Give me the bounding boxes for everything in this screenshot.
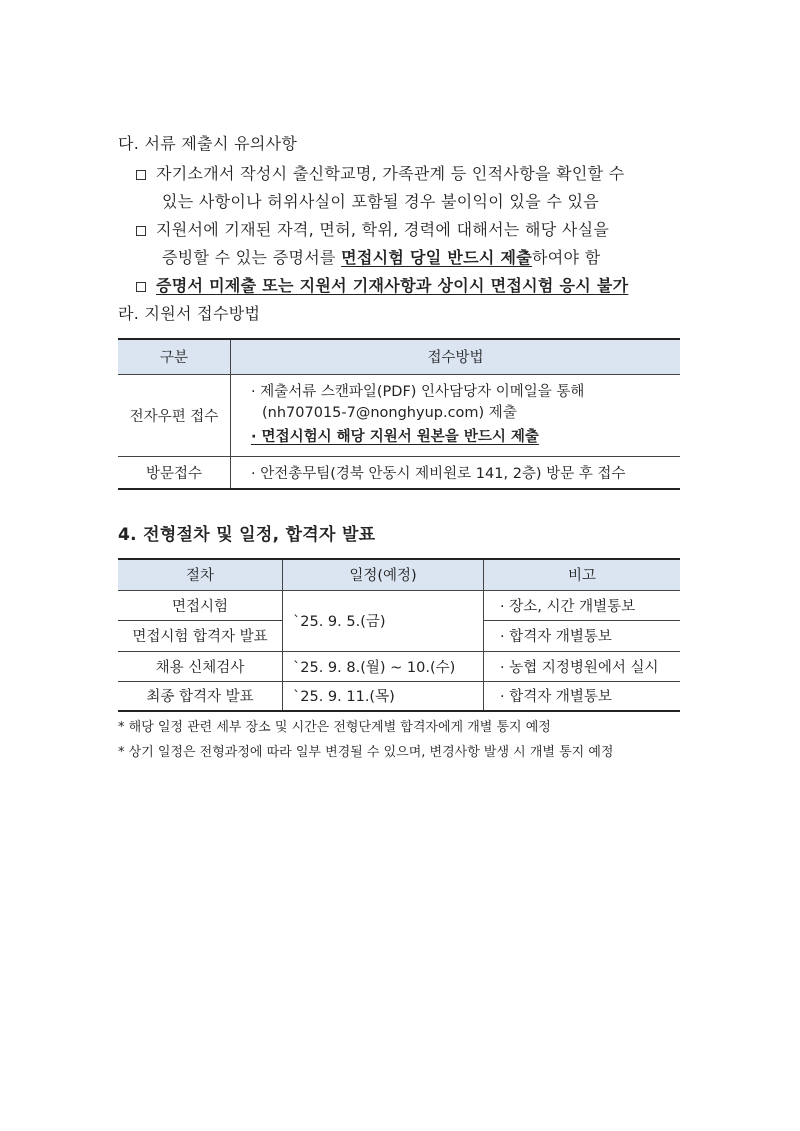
table-header-date: 일정(예정) <box>283 559 484 590</box>
table-row-final-step: 최종 합격자 발표 <box>118 681 283 711</box>
footnote-2: * 상기 일정은 전형과정에 따라 일부 변경될 수 있으며, 변경사항 발생 시 개별 통지 예정 <box>118 745 614 760</box>
section-4-title: 4. 전형절차 및 일정, 합격자 발표 <box>118 525 376 545</box>
table-header-category: 구분 <box>118 339 231 374</box>
table-row-interview-step: 면접시험 <box>118 590 283 620</box>
checkbox-square-icon <box>136 226 146 236</box>
table-row-interview-date: `25. 9. 5.(금) <box>283 590 484 651</box>
schedule-table <box>118 558 680 712</box>
checkbox-square-icon <box>136 282 146 292</box>
section-da-title: 다. 서류 제출시 유의사항 <box>118 134 298 153</box>
checklist-item-1-cont: 있는 사항이나 허위사실이 포함될 경우 불이익이 있을 수 있음 <box>162 192 599 211</box>
table-row-medical-step: 채용 신체검사 <box>118 651 283 681</box>
emphasis-text: 면접시험 당일 반드시 제출 <box>341 248 533 267</box>
table-cell-visit-method: · 안전총무팀(경북 안동시 제비원로 141, 2층) 방문 후 접수 <box>231 456 681 489</box>
table-header-method: 접수방법 <box>231 339 681 374</box>
table-cell-email-label: 전자우편 접수 <box>118 374 231 456</box>
table-header-remark: 비고 <box>484 559 681 590</box>
table-row-interview-result-note: · 합격자 개별통보 <box>484 620 681 651</box>
checklist-item-3: 증명서 미제출 또는 지원서 기재사항과 상이시 면접시험 응시 불가 <box>136 275 628 297</box>
checklist-item-2: 지원서에 기재된 자격, 면허, 학위, 경력에 대해서는 해당 사실을 <box>136 219 609 241</box>
table-cell-email-method: · 제출서류 스캔파일(PDF) 인사담당자 이메일을 통해 (nh707015-7@nonghyup.com) 제출 · 면접시험시 해당 지원서 원본을 반드시 제출 <box>231 374 681 456</box>
table-header-step: 절차 <box>118 559 283 590</box>
table-row-final-date: `25. 9. 11.(목) <box>283 681 484 711</box>
checklist-item-1: 자기소개서 작성시 출신학교명, 가족관계 등 인적사항을 확인할 수 <box>136 163 625 185</box>
table-row-final-note: · 합격자 개별통보 <box>484 681 681 711</box>
table-row-interview-note: · 장소, 시간 개별통보 <box>484 590 681 620</box>
table-cell-visit-label: 방문접수 <box>118 456 231 489</box>
checklist-item-2-cont: 증빙할 수 있는 증명서를 면접시험 당일 반드시 제출하여야 함 <box>162 248 601 267</box>
footnote-1: * 해당 일정 관련 세부 장소 및 시간은 전형단계별 합격자에게 개별 통지 예정 <box>118 720 551 735</box>
table-row-medical-note: · 농협 지정병원에서 실시 <box>484 651 681 681</box>
application-method-table <box>118 338 680 490</box>
section-ra-title: 라. 지원서 접수방법 <box>118 304 261 323</box>
table-row-interview-result-step: 면접시험 합격자 발표 <box>118 620 283 651</box>
table-row-medical-date: `25. 9. 8.(월) ~ 10.(수) <box>283 651 484 681</box>
checkbox-square-icon <box>136 170 146 180</box>
